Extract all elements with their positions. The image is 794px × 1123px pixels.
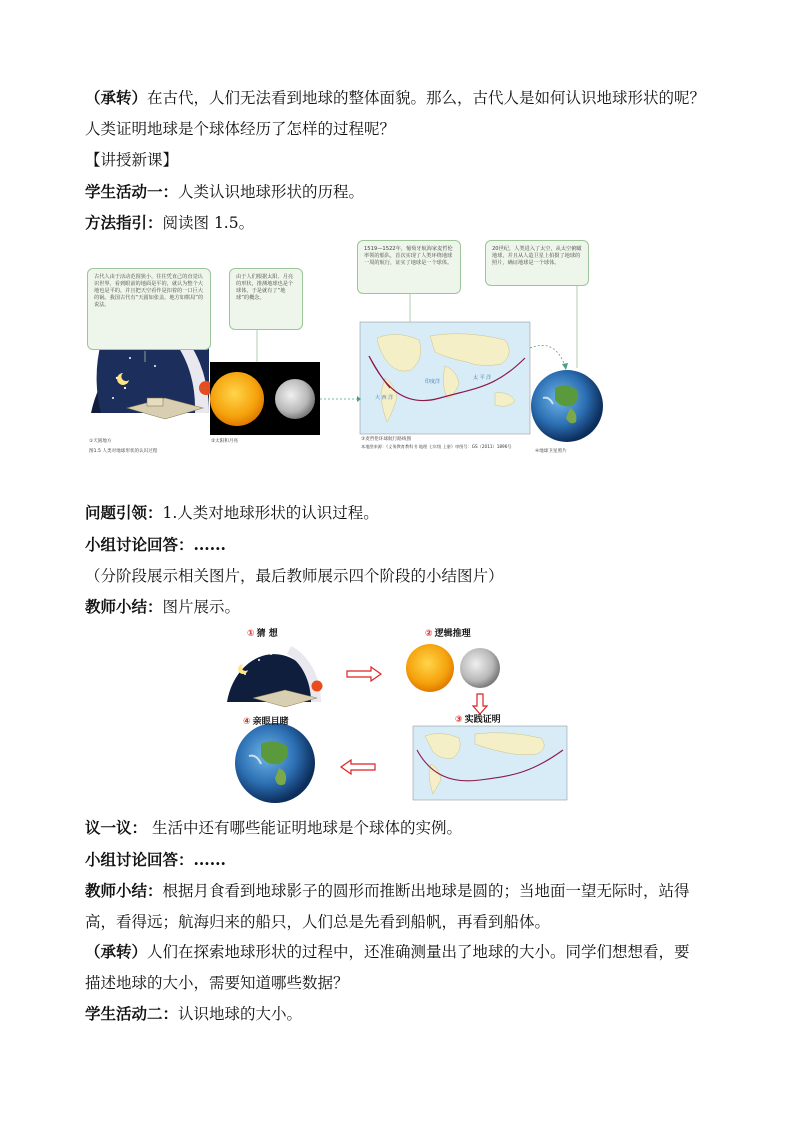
caption-sun-moon: ②太阳和月亮 (211, 439, 239, 444)
map-label-atlantic: 大 西 洋 (375, 395, 394, 401)
arrow-down (473, 694, 487, 714)
stage1-label (247, 626, 278, 639)
stage2-title: 逻辑推理 (434, 629, 471, 639)
student-activity-1 (85, 182, 364, 202)
question-guide (85, 503, 379, 523)
student-activity-2 (85, 1004, 302, 1024)
section-heading: 【讲授新课】 (85, 151, 179, 169)
teacher-label: 教师小结： (85, 881, 163, 900)
stage2-moon (460, 648, 500, 688)
stage4-label (243, 714, 289, 727)
arrow-right (347, 667, 381, 681)
moon-image (275, 379, 315, 419)
transition-text: 在古代，人们无法看到地球的整体面貌。那么，古代人是如何认识地球形状的呢？ (147, 89, 706, 107)
teacher-summary-2-cont: 高，看得远；航海归来的船只，人们总是先看到船帆，再看到船体。 (85, 913, 551, 931)
arrow-left (341, 760, 375, 774)
figure-caption: 图1.5 人类对地球形状的认识过程 (89, 449, 158, 454)
stage4-title: 亲眼目睹 (252, 717, 289, 727)
activity-label: 学生活动二： (85, 1004, 179, 1023)
callout-magellan: 1519—1522年，葡萄牙航海家麦哲伦率领的船队，首次实现了人类环绕地球一周的航行，证实了地球是一个球体。 (357, 240, 461, 294)
discussion-label: 小组讨论回答： (85, 535, 194, 554)
stage1-number: ① (247, 629, 255, 639)
stage1-dome (227, 646, 323, 707)
stage-note: （分阶段展示相关图片，最后教师展示四个阶段的小结图片） (85, 567, 504, 585)
method-text: 阅读图 1.5。 (162, 214, 255, 232)
discuss-label: 议一议： (85, 818, 148, 837)
stage3-number: ③ (455, 715, 463, 725)
question-text: 1.人类对地球形状的认识过程。 (162, 504, 379, 522)
stage2-sun (406, 644, 454, 692)
map-label-pacific: 太 平 洋 (473, 375, 492, 381)
activity-text: 人类认识地球形状的历程。 (178, 183, 365, 201)
method-guide (85, 213, 254, 233)
stage4-number: ④ (243, 717, 251, 727)
method-label: 方法指引： (85, 213, 163, 232)
stage2-label (425, 626, 471, 639)
stage2-number: ② (425, 629, 433, 639)
map-label-indian-ocean: 印度洋 (425, 379, 441, 385)
transition-paragraph-2-cont: 描述地球的大小，需要知道哪些数据？ (85, 974, 349, 992)
transition-paragraph-1 (85, 88, 705, 108)
caption-map-source: 本地图来源：《义务教育教科书 地理 七年级 上册》审图号：GS（2011）1896号 (361, 444, 512, 449)
teacher-summary-1 (85, 597, 240, 617)
figure-four-stages (225, 624, 587, 806)
transition-paragraph-2 (85, 942, 690, 962)
teacher-label: 教师小结： (85, 597, 163, 616)
caption-dome: ①天圆地方 (89, 439, 112, 444)
activity-label: 学生活动一： (85, 182, 179, 201)
callout-sun-moon: 由于人们根据太阳、月亮的形状，推测地球也是个球体，于是就有了“地球”的概念。 (229, 268, 303, 330)
transition-paragraph-1-cont: 人类证明地球是个球体经历了怎样的过程呢？ (85, 120, 396, 138)
caption-earth: ④地球卫星照片 (535, 449, 567, 454)
activity-text: 认识地球的大小。 (178, 1005, 303, 1023)
transition-tag: （承转） (85, 88, 148, 107)
teacher-text: 根据月食看到地球影子的圆形而推断出地球是圆的；当地面一望无际时，站得 (162, 882, 690, 900)
transition-tag: （承转） (85, 942, 148, 961)
callout-space: 20世纪，人类进入了太空，从太空俯瞰地球，并且从人造卫星上拍摄了地球的照片，确证地球是一个球体。 (485, 240, 589, 286)
stage3-label (455, 712, 501, 725)
discussion-text: ...... (193, 535, 226, 554)
teacher-summary-2 (85, 881, 690, 901)
stage1-title: 猜 想 (256, 629, 278, 639)
transition-text: 人们在探索地球形状的过程中，还准确测量出了地球的大小。同学们想想看，要 (147, 943, 690, 961)
discussion-label: 小组讨论回答： (85, 850, 194, 869)
group-discussion-2 (85, 850, 226, 870)
discuss-text: 生活中还有哪些能证明地球是个球体的实例。 (147, 819, 462, 837)
callout-ancient-view: 古代人由于活动范围狭小，往往凭直己的直觉认识世界，看到眼前的地面是平的，就认为整个大地也是平的，并且把天空看作是扣着的一口巨大的锅。我国古代有“天圆如张盖，地方如棋局”的说法。 (87, 268, 211, 350)
caption-magellan: ③麦哲伦环球航行路线图 (361, 437, 412, 442)
teacher-text: 图片展示。 (162, 598, 241, 616)
figure-earth-shape-cognition (85, 238, 617, 460)
question-label: 问题引领： (85, 503, 163, 522)
discuss-prompt (85, 818, 462, 838)
stage3-title: 实践证明 (464, 715, 501, 725)
sun-image (210, 372, 264, 426)
discussion-text: ...... (193, 850, 226, 869)
group-discussion-1 (85, 535, 226, 555)
